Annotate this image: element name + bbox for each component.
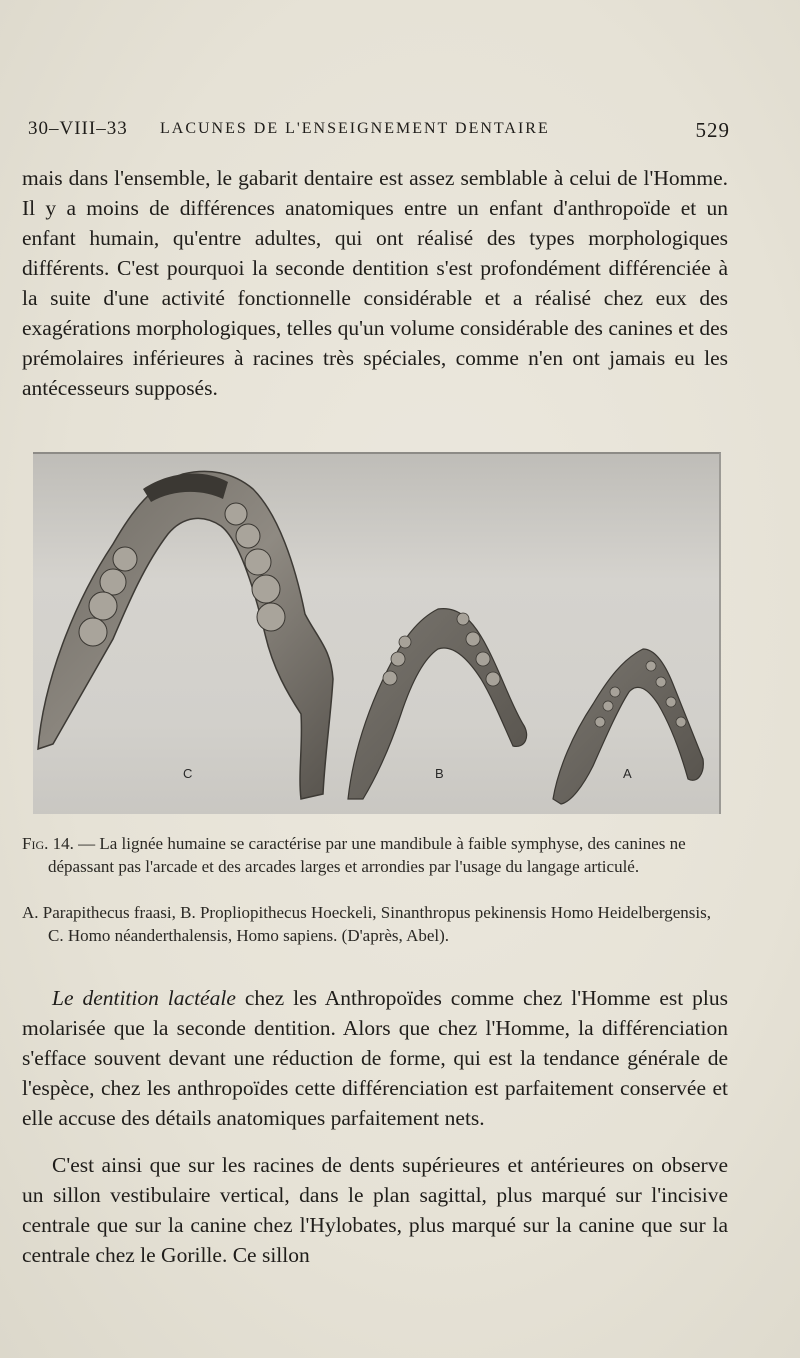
caption-text-1: — La lignée humaine se caractérise par une mandibule à faible symphyse, des canines ne dépassant pas l'arcade et des arcades larges et arrondies par l'usage du langage articulé. <box>48 834 686 876</box>
paragraph-2 <box>22 983 728 1133</box>
figure-caption-legend <box>22 901 726 947</box>
mandibles-illustration <box>33 454 721 816</box>
paragraph-2-body: chez les Anthropoïdes comme chez l'Homme est plus molarisée que la seconde dentition. Alors que chez l'Homme, la différenciation s'efface souvent devant une réduction de forme, qui est la tendance générale de l'espèce, chez les anthropoïdes cette différenciation est parfaitement conservée et elle accuse des détails anatomiques parfaitement nets. <box>22 986 728 1130</box>
figure-caption <box>22 832 726 878</box>
paragraph-1: mais dans l'ensemble, le gabarit dentaire est assez semblable à celui de l'Homme. Il y a moins de différences anatomiques entre un enfant d'anthropoïde et un enfant humain, qu'entre adultes, qui ont réalisé des types morphologiques différents. C'est pourquoi la seconde dentition s'est profondément différenciée à la suite d'une activité fonctionnelle considérable et a réalisé chez eux des exagérations morphologiques, telles qu'un volume considérable des canines et des prémolaires inférieures à racines très spéciales, comme n'en ont jamais eu les antécesseurs supposés. <box>22 166 728 400</box>
paragraph-2-italic-lead: Le dentition lactéale <box>52 986 236 1010</box>
figure-mandibles <box>33 452 721 814</box>
caption-text-2: A. Parapithecus fraasi, B. Propliopithecus Hoeckeli, Sinanthropus pekinensis Homo Heidelbergensis, C. Homo néanderthalensis, Homo sapiens. (D'après, Abel). <box>22 903 712 945</box>
issue-date: 30–VIII–33 <box>28 118 128 139</box>
figure-number: Fig. 14. <box>22 834 74 853</box>
running-header <box>28 118 740 146</box>
figure-label-c: C <box>183 766 193 781</box>
mandible-c <box>38 471 333 799</box>
paragraph-3: C'est ainsi que sur les racines de dents supérieures et antérieures on observe un sillon vestibulaire vertical, dans le plan sagittal, plus marqué sur l'incisive centrale que sur la canine chez l'Hylobates, plus marqué sur la canine que sur la centrale chez le Gorille. Ce sillon <box>22 1153 728 1267</box>
figure-label-a: A <box>623 766 632 781</box>
figure-label-b: B <box>435 766 444 781</box>
page-number: 529 <box>695 118 730 142</box>
running-title: LACUNES DE L'ENSEIGNEMENT DENTAIRE <box>160 120 550 137</box>
